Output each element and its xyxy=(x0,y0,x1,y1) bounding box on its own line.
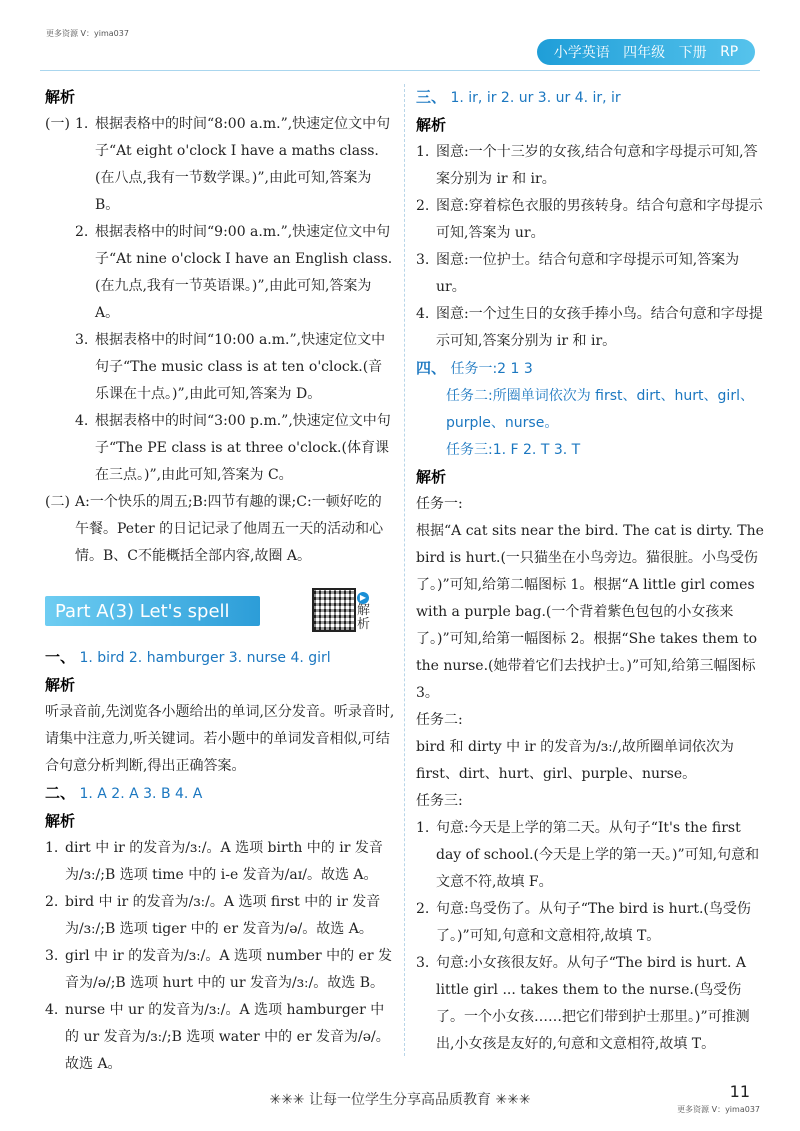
item-number: 1. xyxy=(416,820,430,836)
item-number: 3. xyxy=(75,332,89,348)
item-number: 1. xyxy=(75,116,89,132)
q3-item-3 xyxy=(416,247,764,301)
q3-answers xyxy=(416,84,764,112)
item-number: 3. xyxy=(416,252,430,268)
t1-text: 根据“A cat sits near the bird. The cat is dirty. The bird is hurt.(一只猫坐在小鸟旁边。猫很脏。小鸟受伤了。)”可知,给第二幅图标 1。根据“A little girl comes with a purple bag.(一个背着紫色包包的小女孩来了。)”可知,给第一幅图标 2。根据“She takes them to the nurse.(她带着它们去找护士。)”可知,给第三幅图标 3。 xyxy=(416,523,764,701)
qr-label: ▶ 解 析 xyxy=(357,593,371,632)
q1-answer-text: 1. bird 2. hamburger 3. nurse 4. girl xyxy=(79,650,331,666)
analysis-heading: 解析 xyxy=(416,116,447,134)
item-number: 1. xyxy=(45,840,59,856)
s1-prefix: (一) xyxy=(45,116,70,132)
item-number: 2. xyxy=(416,901,430,917)
q2-answer-text: 1. A 2. A 3. B 4. A xyxy=(79,786,203,802)
item-text: dirt 中 ir 的发音为/ɜː/。A 选项 birth 中的 ir 发音为/ɜː/;B 选项 time 中的 i-e 发音为/aɪ/。故选 A。 xyxy=(65,840,383,883)
s1-item-3 xyxy=(45,327,395,408)
q1-explain: 听录音前,先浏览各小题给出的单词,区分发音。听录音时,请集中注意力,听关键词。若小题中的单词发音相似,可结合句意分析判断,得出正确答案。 xyxy=(45,704,395,774)
q3-label: 三、 xyxy=(416,88,447,106)
header-grade: 四年级 xyxy=(623,45,666,61)
analysis-heading: 解析 xyxy=(45,812,76,830)
item-number: 1. xyxy=(416,144,430,160)
t2-text: bird 和 dirty 中 ir 的发音为/ɜː/,故所圈单词依次为 first、dirt、hurt、girl、purple、nurse。 xyxy=(416,739,734,782)
header-edition: RP xyxy=(720,44,739,60)
item-text: 句意:小女孩很友好。从句子“The bird is hurt. A little girl ... takes them to the nurse.(鸟受伤了。一个小女孩……把它们带到护士那里。)”可推测出,小女孩是友好的,句意和文意相符,故填 T。 xyxy=(436,955,750,1052)
t3-item-2 xyxy=(416,896,764,950)
item-text: 句意:今天是上学的第二天。从句子“It's the first day of school.(今天是上学的第一天。)”可知,句意和文意不符,故填 F。 xyxy=(436,820,760,890)
header-subject: 小学英语 xyxy=(553,45,610,61)
item-text: 句意:鸟受伤了。从句子“The bird is hurt.(鸟受伤了。)”可知,句意和文意相符,故填 T。 xyxy=(436,901,751,944)
task2-answer: 任务二:所圈单词依次为 first、dirt、hurt、girl、purple、nurse。 xyxy=(446,388,754,431)
item-text: 图意:穿着棕色衣服的男孩转身。结合句意和字母提示可知,答案为 ur。 xyxy=(436,198,763,241)
page-number: 11 xyxy=(729,1082,750,1101)
q3-answer-text: 1. ir, ir 2. ur 3. ur 4. ir, ir xyxy=(450,90,621,106)
t3-item-3 xyxy=(416,950,764,1058)
item-number: 3. xyxy=(416,955,430,971)
q2-item-2 xyxy=(45,889,395,943)
qr-code-icon[interactable] xyxy=(312,588,356,632)
task1-answer: 任务一:2 1 3 xyxy=(450,361,533,377)
t3-item-1 xyxy=(416,815,764,896)
footer-slogan: ✳✳✳ 让每一位学生分享高品质教育 ✳✳✳ xyxy=(269,1092,531,1108)
item-number: 2. xyxy=(45,894,59,910)
left-column xyxy=(45,84,395,1078)
item-text: 根据表格中的时间“3:00 p.m.”,快速定位文中句子“The PE class is at three o'clock.(体育课在三点。)”,由此可知,答案为 C。 xyxy=(95,413,391,483)
play-icon: ▶ xyxy=(357,592,369,604)
q4-task1 xyxy=(416,355,764,383)
top-watermark-note: 更多资源 V：yima037 xyxy=(46,29,129,38)
part-banner xyxy=(45,588,395,634)
header-volume: 下册 xyxy=(678,45,707,61)
header-banner xyxy=(537,39,755,65)
item-text: girl 中 ir 的发音为/ɜː/。A 选项 number 中的 er 发音为/ə/;B 选项 hurt 中的 ur 发音为/ɜː/。故选 B。 xyxy=(65,948,392,991)
analysis-heading: 解析 xyxy=(45,676,76,694)
q4-label: 四、 xyxy=(416,359,447,377)
q3-item-4 xyxy=(416,301,764,355)
q2-item-3 xyxy=(45,943,395,997)
q1-label: 一、 xyxy=(45,648,76,666)
t1-heading: 任务一: xyxy=(416,496,463,512)
item-text: 根据表格中的时间“9:00 a.m.”,快速定位文中句子“At nine o'clock I have an English class.(在九点,我有一节英语课。)”,由此可知,答案为 A。 xyxy=(95,224,393,321)
bottom-watermark-note: 更多资源 V：yima037 xyxy=(677,1105,760,1114)
q3-item-1 xyxy=(416,139,764,193)
task3-answer: 任务三:1. F 2. T 3. T xyxy=(446,442,581,458)
analysis-heading: 解析 xyxy=(416,468,447,486)
q2-item-4 xyxy=(45,997,395,1078)
item-text: 图意:一位护士。结合句意和字母提示可知,答案为 ur。 xyxy=(436,252,740,295)
item-number: 4. xyxy=(416,306,430,322)
item-number: 2. xyxy=(416,198,430,214)
item-text: 图意:一个十三岁的女孩,结合句意和字母提示可知,答案分别为 ir 和 ir。 xyxy=(436,144,758,187)
item-text: 根据表格中的时间“8:00 a.m.”,快速定位文中句子“At eight o'clock I have a maths class.(在八点,我有一节数学课。)”,由此可知,答案为 B。 xyxy=(95,116,391,213)
right-column xyxy=(416,84,764,1058)
item-text: 图意:一个过生日的女孩手捧小鸟。结合句意和字母提示可知,答案分别为 ir 和 ir。 xyxy=(436,306,763,349)
item-text: nurse 中 ur 的发音为/ɜː/。A 选项 hamburger 中的 ur 发音为/ɜː/;B 选项 water 中的 er 发音为/ə/。故选 A。 xyxy=(65,1002,390,1072)
part-title: Part A(3) Let's spell xyxy=(45,596,260,626)
item-number: 4. xyxy=(45,1002,59,1018)
t2-heading: 任务二: xyxy=(416,712,463,728)
item-number: 4. xyxy=(75,413,89,429)
s1-item-1 xyxy=(45,111,395,219)
header-rule xyxy=(40,70,760,71)
q2-label: 二、 xyxy=(45,784,76,802)
item-text: 根据表格中的时间“10:00 a.m.”,快速定位文中句子“The music class is at ten o'clock.(音乐课在十点。)”,由此可知,答案为 D。 xyxy=(95,332,386,402)
s1-item-4 xyxy=(45,408,395,489)
analysis-heading: 解析 xyxy=(45,88,76,106)
column-divider xyxy=(404,84,405,1056)
s2-prefix: (二) xyxy=(45,494,70,510)
q1-answers xyxy=(45,644,395,672)
s1-item-2 xyxy=(45,219,395,327)
s2-item xyxy=(45,489,395,570)
item-number: 3. xyxy=(45,948,59,964)
item-text: bird 中 ir 的发音为/ɜː/。A 选项 first 中的 ir 发音为/ɜː/;B 选项 tiger 中的 er 发音为/ə/。故选 A。 xyxy=(65,894,381,937)
item-text: A:一个快乐的周五;B:四节有趣的课;C:一顿好吃的午餐。Peter 的日记记录了他周五一天的活动和心情。B、C不能概括全部内容,故圈 A。 xyxy=(75,494,384,564)
q2-answers xyxy=(45,780,395,808)
q2-item-1 xyxy=(45,835,395,889)
item-number: 2. xyxy=(75,224,89,240)
q3-item-2 xyxy=(416,193,764,247)
t3-heading: 任务三: xyxy=(416,793,463,809)
